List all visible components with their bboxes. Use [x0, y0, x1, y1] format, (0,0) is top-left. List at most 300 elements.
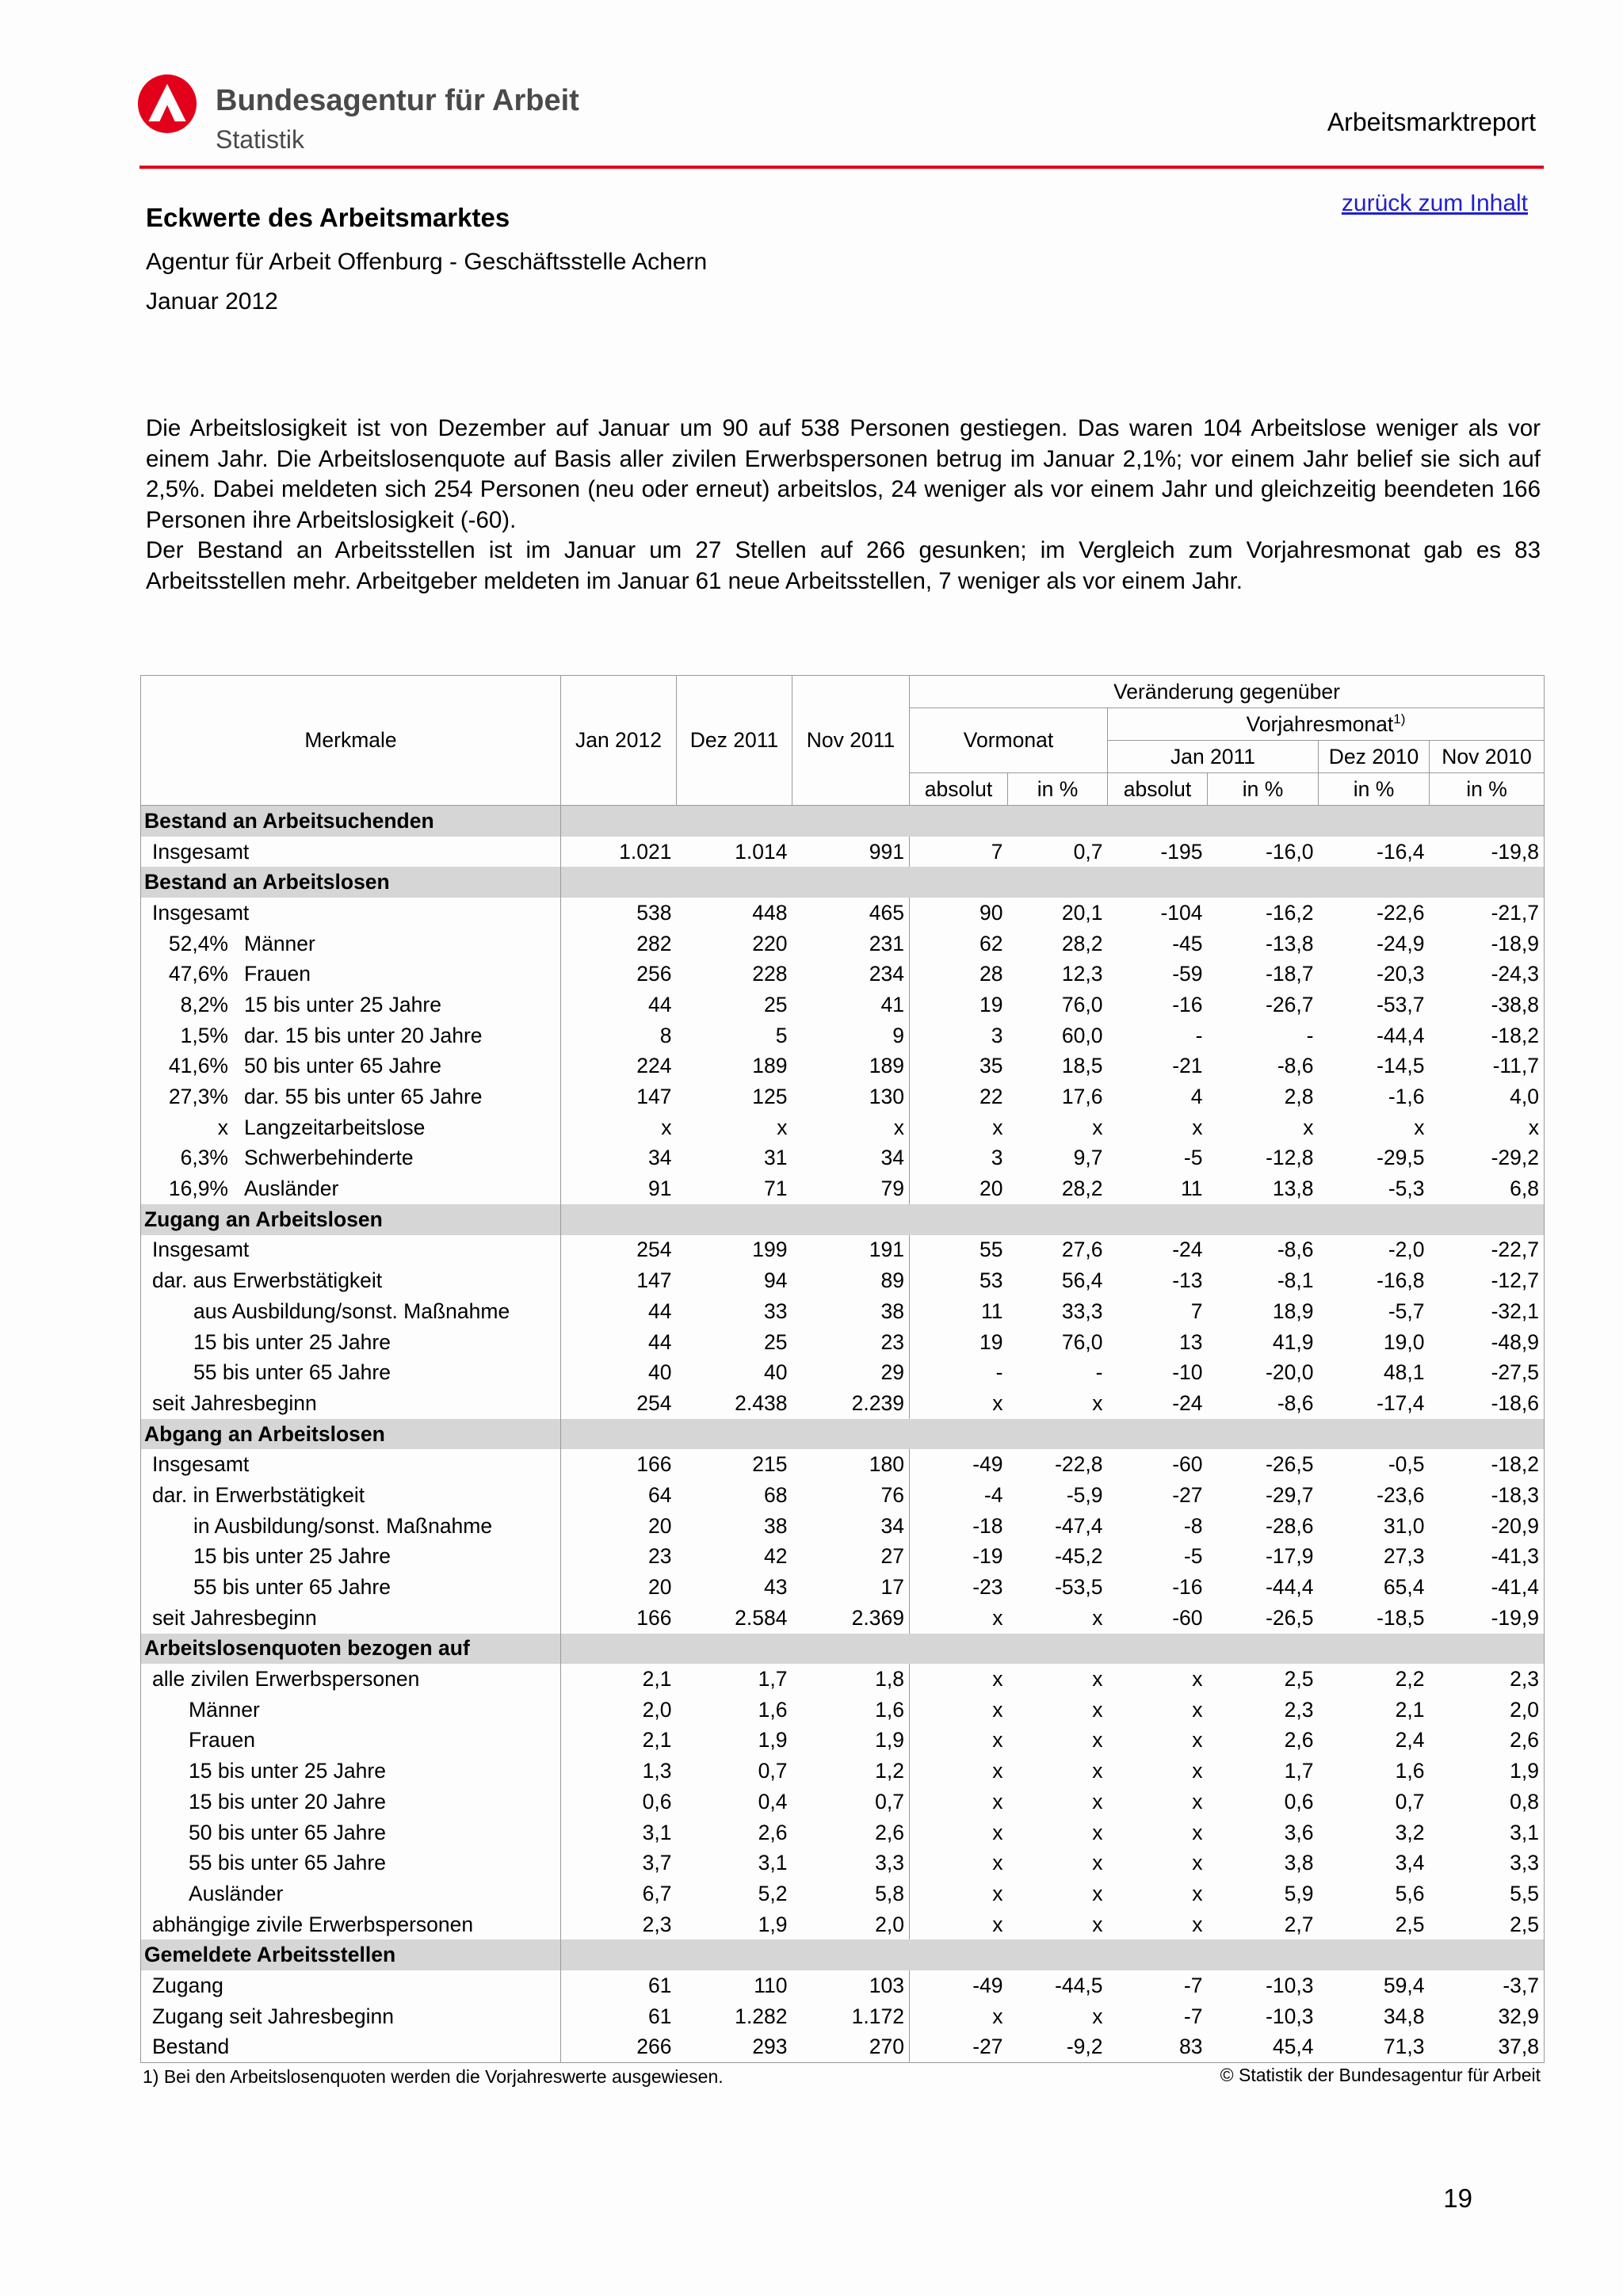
section-label: Abgang an Arbeitslosen: [141, 1419, 561, 1450]
row-label: Insgesamt: [152, 900, 250, 925]
table-row: [141, 2032, 1545, 2063]
header-dez2010-pct: in %: [1319, 773, 1430, 806]
table-row: [141, 837, 1545, 868]
value-cell: 37,8: [1498, 2035, 1540, 2059]
row-label: in Ausbildung/sonst. Maßnahme: [193, 1513, 493, 1538]
table-header: [141, 676, 1545, 806]
table-row: [141, 1480, 1545, 1511]
value-cell: -28,6: [1266, 1513, 1314, 1538]
value-cell: 2,3: [1284, 1697, 1314, 1722]
value-cell: -18: [972, 1513, 1003, 1538]
value-cell: 34,8: [1383, 2004, 1425, 2028]
row-label-cell: [141, 1235, 561, 1266]
value-cell: 2.584: [735, 1605, 788, 1630]
row-label: dar. 15 bis unter 20 Jahre: [244, 1023, 483, 1047]
value-cell: -5: [1183, 1544, 1203, 1569]
table-row: [141, 929, 1545, 959]
value-cell: -8: [1183, 1513, 1203, 1538]
value-cell: -21,7: [1491, 900, 1540, 925]
value-cell: 68: [764, 1482, 788, 1507]
table-row: [141, 1173, 1545, 1204]
value-cell: -27,5: [1491, 1360, 1540, 1385]
row-label: 15 bis unter 20 Jahre: [189, 1789, 386, 1814]
value-cell: -0,5: [1388, 1452, 1425, 1477]
value-cell: 3,4: [1395, 1851, 1425, 1875]
value-cell: 53: [980, 1268, 1003, 1293]
value-cell: x: [1092, 1667, 1103, 1691]
footnote: 1) Bei den Arbeitslosenquoten werden die Vorjahreswerte ausgewiesen.: [143, 2066, 724, 2087]
table-row: [141, 1878, 1545, 1909]
value-cell: 41: [792, 990, 910, 1020]
summary-paragraph-1: Die Arbeitslosigkeit ist von Dezember auf Januar um 90 auf 538 Personen gestiegen. Das waren 104 Arbeitslose weniger als vor einem Jahr. Die Arbeitslosenquote auf Basis aller zivilen Erwerbspersonen betrug im Januar 2,1%; vor einem Jahr belief sie sich auf 2,5%. Dabei meldeten sich 254 Personen (neu oder erneut) arbeitslos, 24 weniger als vor einem Jahr und gleichzeitig beendeten 166 Personen ihre Arbeitslosigkeit (-60).: [146, 415, 1541, 533]
row-label-cell: [141, 837, 561, 868]
value-cell: -20,3: [1377, 962, 1425, 986]
row-label-cell: [141, 1449, 561, 1480]
row-label-cell: [141, 1909, 561, 1940]
value-cell: 60,0: [1061, 1023, 1103, 1047]
value-cell: -29,2: [1491, 1146, 1540, 1170]
value-cell: -27: [972, 2035, 1003, 2059]
value-cell: 293: [752, 2035, 788, 2059]
header-jan2011-absolut: absolut: [1108, 773, 1208, 806]
value-cell: -1,6: [1388, 1085, 1425, 1109]
row-label-cell: [141, 1664, 561, 1695]
value-cell: 2,3: [1510, 1667, 1540, 1691]
value-cell: -45,2: [1055, 1544, 1103, 1569]
value-cell: x: [1192, 1881, 1203, 1905]
value-cell: -44,4: [1377, 1023, 1425, 1047]
header-divider: [139, 166, 1544, 169]
value-cell: 25: [764, 992, 788, 1016]
table-row: [141, 1449, 1545, 1480]
value-cell: 448: [752, 900, 788, 925]
value-cell: 33,3: [1061, 1299, 1103, 1323]
value-cell: x: [1092, 1390, 1103, 1415]
value-cell: -48,9: [1491, 1329, 1540, 1354]
row-label: dar. aus Erwerbstätigkeit: [152, 1268, 383, 1293]
value-cell: 28: [980, 962, 1003, 986]
section-fill: [561, 1419, 1545, 1450]
table-row: [141, 1909, 1545, 1940]
value-cell: -5,7: [1388, 1299, 1425, 1323]
header-jan2011-pct: in %: [1208, 773, 1319, 806]
value-cell: 0,7: [792, 1787, 910, 1817]
value-cell: 6,7: [642, 1881, 672, 1905]
row-label-cell: [141, 1051, 561, 1082]
value-cell: x: [1092, 1820, 1103, 1844]
summary-text: [146, 414, 1541, 597]
value-cell: -19,9: [1491, 1605, 1540, 1630]
value-cell: x: [992, 1851, 1003, 1875]
value-cell: 38: [792, 1296, 910, 1327]
value-cell: 2,6: [1510, 1728, 1540, 1753]
value-cell: x: [992, 1820, 1003, 1844]
value-cell: 48,1: [1383, 1360, 1425, 1385]
value-cell: 34: [648, 1146, 672, 1170]
value-cell: x: [992, 1728, 1003, 1753]
table-row: [141, 1664, 1545, 1695]
row-label-cell: [141, 1511, 561, 1542]
value-cell: -3,7: [1503, 1973, 1540, 1997]
value-cell: 76,0: [1061, 992, 1103, 1016]
value-cell: x: [1092, 2004, 1103, 2028]
header-nov-2010: Nov 2010: [1430, 741, 1545, 773]
value-cell: 3,6: [1284, 1820, 1314, 1844]
row-label-cell: [141, 1020, 561, 1051]
value-cell: -13: [1172, 1268, 1203, 1293]
row-share: 1,5%: [180, 1023, 228, 1047]
row-label: aus Ausbildung/sonst. Maßnahme: [193, 1299, 510, 1323]
table-row: [141, 1542, 1545, 1573]
row-label: Insgesamt: [152, 1238, 250, 1262]
labour-market-table: [140, 675, 1545, 2063]
value-cell: 44: [648, 1299, 672, 1323]
value-cell: 27,6: [1061, 1238, 1103, 1262]
value-cell: -32,1: [1491, 1299, 1540, 1323]
row-label-cell: [141, 1878, 561, 1909]
value-cell: x: [1092, 1728, 1103, 1753]
value-cell: 3,3: [1510, 1851, 1540, 1875]
row-share: x: [217, 1115, 228, 1139]
brand-subtitle: Statistik: [216, 125, 305, 154]
value-cell: 71: [764, 1177, 788, 1201]
row-label-cell: [141, 990, 561, 1020]
row-label-cell: [141, 1572, 561, 1603]
row-label: Frauen: [189, 1728, 255, 1753]
table-row: [141, 990, 1545, 1020]
value-cell: -: [1306, 1023, 1314, 1047]
value-cell: 110: [754, 1973, 788, 1997]
section-fill: [561, 806, 1545, 837]
value-cell: x: [1528, 1115, 1540, 1139]
report-title: Arbeitsmarktreport: [1327, 108, 1536, 136]
page-number: 19: [1443, 2183, 1472, 2213]
section-label: Bestand an Arbeitsuchenden: [141, 806, 561, 837]
row-label: dar. 55 bis unter 65 Jahre: [244, 1085, 483, 1109]
value-cell: -45: [1172, 931, 1203, 955]
value-cell: -19: [972, 1544, 1003, 1569]
value-cell: 254: [636, 1390, 672, 1415]
value-cell: 3,3: [792, 1848, 910, 1878]
value-cell: -26,7: [1266, 992, 1314, 1016]
value-cell: 2.438: [735, 1390, 788, 1415]
row-share: 8,2%: [180, 992, 228, 1016]
value-cell: 538: [636, 900, 672, 925]
value-cell: 83: [1179, 2035, 1203, 2059]
value-cell: -60: [1172, 1452, 1203, 1477]
value-cell: 991: [792, 837, 910, 868]
value-cell: 71,3: [1383, 2035, 1425, 2059]
value-cell: -8,6: [1277, 1054, 1314, 1078]
row-share: 6,3%: [180, 1146, 228, 1170]
value-cell: 62: [980, 931, 1003, 955]
value-cell: 191: [792, 1235, 910, 1266]
row-label: alle zivilen Erwerbspersonen: [152, 1667, 420, 1691]
value-cell: 0,6: [1284, 1789, 1314, 1814]
table-row: [141, 1603, 1545, 1634]
page-subtitle: Agentur für Arbeit Offenburg - Geschäftsstelle Achern: [146, 249, 708, 275]
row-share: 16,9%: [168, 1177, 228, 1201]
row-share: 41,6%: [168, 1054, 228, 1078]
value-cell: x: [661, 1115, 672, 1139]
value-cell: 1,9: [792, 1726, 910, 1756]
value-cell: 9,7: [1073, 1146, 1103, 1170]
value-cell: -7: [1183, 2004, 1203, 2028]
row-label: Insgesamt: [152, 1452, 250, 1477]
value-cell: 33: [764, 1299, 788, 1323]
header-dez-2011: Dez 2011: [677, 676, 792, 806]
value-cell: 44: [648, 1329, 672, 1354]
value-cell: 40: [764, 1360, 788, 1385]
row-label-cell: [141, 1695, 561, 1726]
value-cell: x: [1192, 1728, 1203, 1753]
value-cell: -16,2: [1266, 900, 1314, 925]
header-vormonat-pct: in %: [1008, 773, 1108, 806]
value-cell: -18,2: [1491, 1023, 1540, 1047]
value-cell: 147: [636, 1268, 672, 1293]
header-nov2010-pct: in %: [1430, 773, 1545, 806]
value-cell: 2,5: [1510, 1912, 1540, 1936]
value-cell: 1,6: [792, 1695, 910, 1726]
value-cell: 0,7: [758, 1759, 788, 1783]
row-label-cell: [141, 1603, 561, 1634]
value-cell: -16,4: [1377, 839, 1425, 864]
value-cell: x: [992, 1697, 1003, 1722]
row-label-cell: [141, 929, 561, 959]
footnote-marker: 1): [1393, 711, 1406, 727]
value-cell: -10: [1172, 1360, 1203, 1385]
row-label: 15 bis unter 25 Jahre: [244, 992, 441, 1016]
value-cell: 4: [1190, 1085, 1203, 1109]
header-merkmale: Merkmale: [141, 676, 561, 806]
brand-name: Bundesagentur für Arbeit: [216, 84, 579, 117]
value-cell: -18,2: [1491, 1452, 1540, 1477]
row-share: 27,3%: [168, 1085, 228, 1109]
table-row: [141, 1756, 1545, 1787]
value-cell: 256: [636, 962, 672, 986]
value-cell: 1,9: [758, 1728, 788, 1753]
row-label-cell: [141, 1848, 561, 1878]
table-row: [141, 1081, 1545, 1112]
value-cell: 2,1: [1395, 1697, 1425, 1722]
value-cell: x: [1092, 1789, 1103, 1814]
value-cell: 5: [775, 1023, 788, 1047]
row-label-cell: [141, 1756, 561, 1787]
value-cell: -9,2: [1066, 2035, 1103, 2059]
value-cell: -22,8: [1055, 1452, 1103, 1477]
row-label-cell: [141, 959, 561, 990]
value-cell: 45,4: [1272, 2035, 1314, 2059]
row-label: Frauen: [244, 962, 311, 986]
row-label-cell: [141, 1296, 561, 1327]
row-label: abhängige zivile Erwerbspersonen: [152, 1912, 474, 1936]
value-cell: 3,1: [1510, 1820, 1540, 1844]
section-fill: [561, 1939, 1545, 1970]
value-cell: 1,6: [1395, 1759, 1425, 1783]
value-cell: -24,3: [1491, 962, 1540, 986]
row-label-cell: [141, 1327, 561, 1358]
value-cell: 1.282: [735, 2004, 788, 2028]
value-cell: -13,8: [1266, 931, 1314, 955]
value-cell: 1.021: [619, 839, 672, 864]
section-fill: [561, 1634, 1545, 1665]
row-label-cell: [141, 1817, 561, 1848]
value-cell: x: [1192, 1667, 1203, 1691]
value-cell: 266: [636, 2035, 672, 2059]
value-cell: 1,2: [792, 1756, 910, 1787]
table-row: [141, 1695, 1545, 1726]
table-row: [141, 959, 1545, 990]
value-cell: -: [1095, 1360, 1103, 1385]
row-label: 50 bis unter 65 Jahre: [244, 1054, 441, 1078]
value-cell: x: [992, 1881, 1003, 1905]
value-cell: 0,7: [1395, 1789, 1425, 1814]
table-row: [141, 1143, 1545, 1174]
section-row: [141, 806, 1545, 837]
value-cell: 13,8: [1272, 1177, 1314, 1201]
value-cell: 2,6: [758, 1820, 788, 1844]
value-cell: 76,0: [1061, 1329, 1103, 1354]
table-row: [141, 2001, 1545, 2032]
value-cell: -12,8: [1266, 1146, 1314, 1170]
value-cell: x: [992, 1115, 1003, 1139]
value-cell: 7: [1190, 1299, 1203, 1323]
value-cell: 2,3: [642, 1912, 672, 1936]
value-cell: 2.239: [792, 1388, 910, 1419]
value-cell: -60: [1172, 1605, 1203, 1630]
value-cell: -26,5: [1266, 1605, 1314, 1630]
value-cell: 44: [648, 992, 672, 1016]
value-cell: 5,9: [1284, 1881, 1314, 1905]
table-row: [141, 1235, 1545, 1266]
row-label: 55 bis unter 65 Jahre: [193, 1360, 391, 1385]
table-row: [141, 898, 1545, 929]
value-cell: -41,3: [1491, 1544, 1540, 1569]
header-jan-2011: Jan 2011: [1108, 741, 1319, 773]
value-cell: 199: [752, 1238, 788, 1262]
value-cell: 64: [648, 1482, 672, 1507]
value-cell: 215: [752, 1452, 788, 1477]
value-cell: x: [1192, 1851, 1203, 1875]
value-cell: 89: [792, 1265, 910, 1296]
value-cell: -11,7: [1492, 1054, 1540, 1078]
section-label: Zugang an Arbeitslosen: [141, 1204, 561, 1235]
value-cell: 180: [792, 1449, 910, 1480]
value-cell: 2,0: [642, 1697, 672, 1722]
value-cell: 3: [991, 1023, 1003, 1047]
value-cell: x: [1192, 1697, 1203, 1722]
value-cell: x: [1092, 1115, 1103, 1139]
value-cell: 23: [792, 1327, 910, 1358]
value-cell: -29,7: [1266, 1482, 1314, 1507]
value-cell: 3,7: [642, 1851, 672, 1875]
row-label-cell: [141, 1970, 561, 2001]
table-row: [141, 1787, 1545, 1817]
value-cell: 1,6: [758, 1697, 788, 1722]
value-cell: -24,9: [1377, 931, 1425, 955]
row-label: 15 bis unter 25 Jahre: [193, 1329, 391, 1354]
value-cell: -10,3: [1266, 2004, 1314, 2028]
value-cell: 2,6: [1284, 1728, 1314, 1753]
row-label: Bestand: [152, 2035, 230, 2059]
table-row: [141, 1327, 1545, 1358]
row-label: Zugang: [152, 1973, 223, 1997]
value-cell: x: [1192, 1789, 1203, 1814]
value-cell: -195: [1160, 839, 1203, 864]
header-vormonat: Vormonat: [910, 708, 1108, 773]
value-cell: -7: [1183, 1973, 1203, 1997]
row-label: Ausländer: [189, 1881, 284, 1905]
value-cell: 166: [636, 1605, 672, 1630]
value-cell: 270: [792, 2032, 910, 2063]
row-label-cell: [141, 1787, 561, 1817]
table-row: [141, 1817, 1545, 1848]
table-row: [141, 1388, 1545, 1419]
row-label-cell: [141, 1112, 561, 1143]
value-cell: 20: [648, 1513, 672, 1538]
value-cell: -2,0: [1388, 1238, 1425, 1262]
value-cell: x: [777, 1115, 788, 1139]
value-cell: x: [1303, 1115, 1314, 1139]
value-cell: 2,2: [1395, 1667, 1425, 1691]
row-label: seit Jahresbeginn: [152, 1390, 317, 1415]
copyright: © Statistik der Bundesagentur für Arbeit: [1220, 2065, 1541, 2085]
section-row: [141, 1419, 1545, 1450]
value-cell: -41,4: [1491, 1575, 1540, 1600]
value-cell: 1,3: [642, 1759, 672, 1783]
row-label-cell: [141, 1265, 561, 1296]
value-cell: -17,4: [1377, 1390, 1425, 1415]
value-cell: x: [1414, 1115, 1425, 1139]
section-row: [141, 1939, 1545, 1970]
value-cell: -12,7: [1491, 1268, 1540, 1293]
value-cell: x: [992, 1390, 1003, 1415]
section-row: [141, 1634, 1545, 1665]
value-cell: 9: [792, 1020, 910, 1051]
summary-paragraph-2: Der Bestand an Arbeitsstellen ist im Januar um 27 Stellen auf 266 gesunken; im Vergleich zum Vorjahresmonat gab es 83 Arbeitsstellen mehr. Arbeitgeber meldeten im Januar 61 neue Arbeitsstellen, 7 weniger als vor einem Jahr.: [146, 537, 1541, 594]
back-to-contents-link[interactable]: zurück zum Inhalt: [1341, 190, 1528, 216]
value-cell: 19: [980, 992, 1003, 1016]
value-cell: -59: [1172, 962, 1203, 986]
value-cell: 2,6: [792, 1817, 910, 1848]
row-label: 15 bis unter 25 Jahre: [193, 1544, 391, 1569]
value-cell: 61: [648, 1973, 672, 1997]
value-cell: -8,6: [1277, 1238, 1314, 1262]
value-cell: 0,8: [1510, 1789, 1540, 1814]
table-row: [141, 1051, 1545, 1082]
row-label-cell: [141, 1480, 561, 1511]
value-cell: 18,5: [1061, 1054, 1103, 1078]
value-cell: 3,1: [758, 1851, 788, 1875]
header-vorjahresmonat: [1108, 708, 1545, 741]
value-cell: 41,9: [1272, 1329, 1314, 1354]
value-cell: 6,8: [1510, 1177, 1540, 1201]
value-cell: 3,8: [1284, 1851, 1314, 1875]
value-cell: 31,0: [1383, 1513, 1425, 1538]
value-cell: 0,6: [642, 1789, 672, 1814]
row-label: Langzeitarbeitslose: [244, 1115, 426, 1139]
value-cell: -8,1: [1277, 1268, 1314, 1293]
value-cell: 7: [991, 839, 1003, 864]
value-cell: -4: [983, 1482, 1003, 1507]
value-cell: x: [1192, 1912, 1203, 1936]
value-cell: 91: [648, 1177, 672, 1201]
row-label: 55 bis unter 65 Jahre: [189, 1851, 386, 1875]
value-cell: 19,0: [1383, 1329, 1425, 1354]
table-row: [141, 1726, 1545, 1756]
agency-logo: [138, 74, 197, 133]
value-cell: -49: [972, 1452, 1003, 1477]
